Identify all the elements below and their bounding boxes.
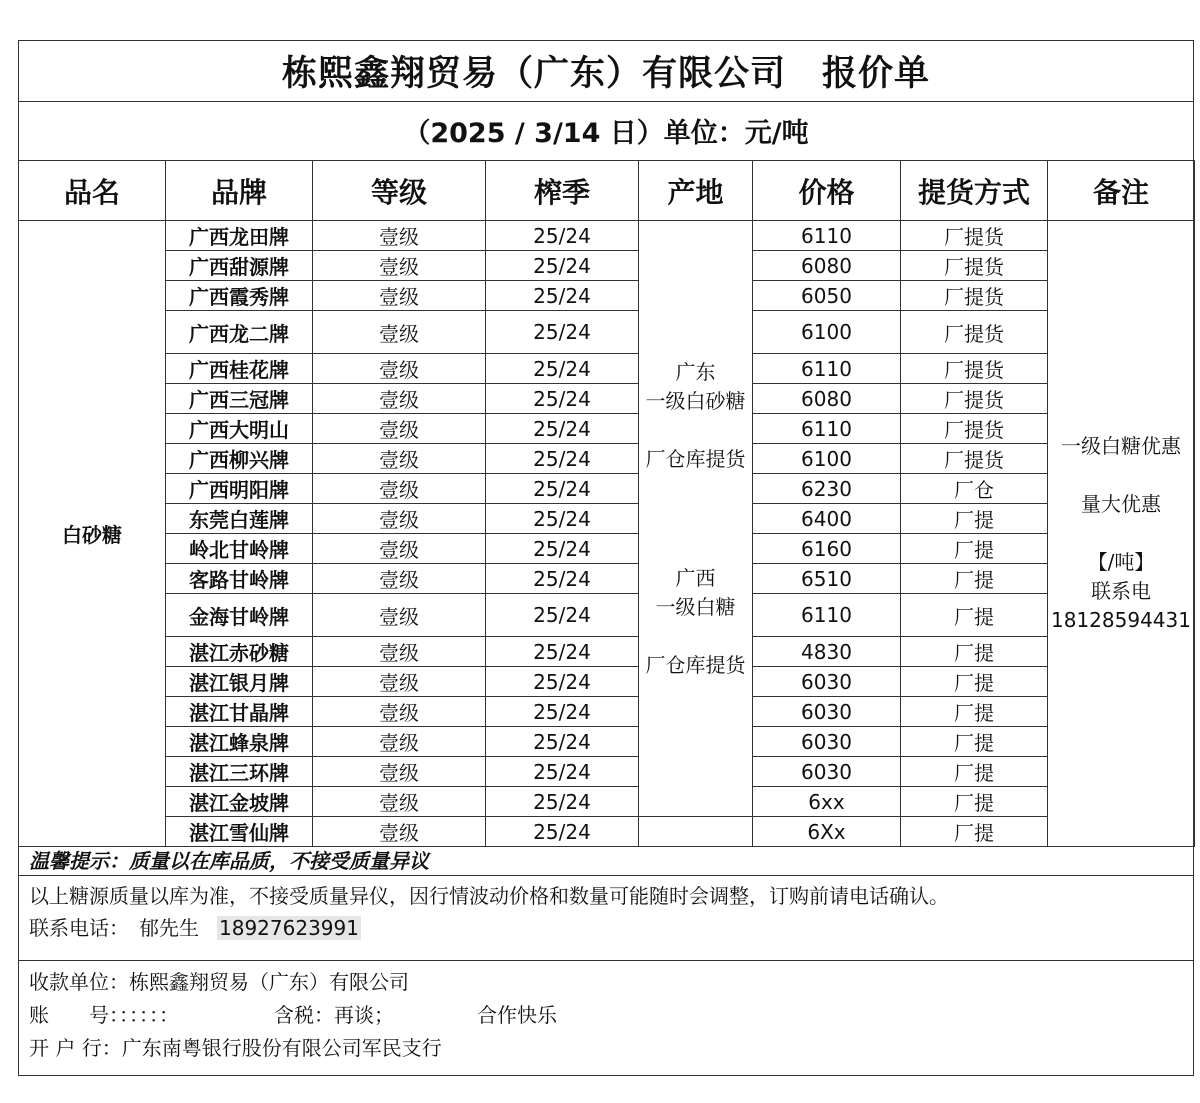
price-cell: 6100 xyxy=(753,311,901,354)
brand-cell: 广西霞秀牌 xyxy=(166,281,313,311)
origin-empty-cell xyxy=(639,817,753,847)
delivery-cell: 厂提 xyxy=(901,697,1048,727)
delivery-cell: 厂提货 xyxy=(901,251,1048,281)
origin-gx-line2: 一级白糖 xyxy=(655,594,736,619)
tax-note: 含税：再谈； xyxy=(274,1003,394,1027)
table-row xyxy=(19,221,1195,251)
grade-cell: 壹级 xyxy=(313,534,486,564)
delivery-cell: 厂提 xyxy=(901,667,1048,697)
season-cell: 25/24 xyxy=(486,817,639,847)
slogan: 合作快乐 xyxy=(477,1003,557,1027)
grade-cell: 壹级 xyxy=(313,384,486,414)
season-cell: 25/24 xyxy=(486,384,639,414)
grade-cell: 壹级 xyxy=(313,787,486,817)
contact-label: 联系电话： 郁先生 xyxy=(29,916,199,940)
table-row xyxy=(19,354,1195,384)
brand-cell: 广西甜源牌 xyxy=(166,251,313,281)
grade-cell: 壹级 xyxy=(313,221,486,251)
brand-cell: 东莞白莲牌 xyxy=(166,504,313,534)
grade-cell: 壹级 xyxy=(313,697,486,727)
delivery-cell: 厂提 xyxy=(901,504,1048,534)
price-cell: 6030 xyxy=(753,727,901,757)
table-row xyxy=(19,384,1195,414)
table-row xyxy=(19,697,1195,727)
table-row xyxy=(19,757,1195,787)
brand-cell: 湛江蜂泉牌 xyxy=(166,727,313,757)
brand-cell: 湛江银月牌 xyxy=(166,667,313,697)
season-cell: 25/24 xyxy=(486,444,639,474)
grade-cell: 壹级 xyxy=(313,564,486,594)
grade-cell: 壹级 xyxy=(313,637,486,667)
table-row xyxy=(19,594,1195,637)
table-header-row xyxy=(19,161,1195,221)
brand-cell: 湛江雪仙牌 xyxy=(166,817,313,847)
header-grade: 等级 xyxy=(313,161,486,221)
origin-gd-line3: 厂仓库提货 xyxy=(645,446,746,471)
origin-gx-line1: 广西 xyxy=(675,565,716,590)
delivery-cell: 厂提 xyxy=(901,564,1048,594)
brand-cell: 客路甘岭牌 xyxy=(166,564,313,594)
table-row xyxy=(19,534,1195,564)
table-row xyxy=(19,564,1195,594)
price-cell: 6160 xyxy=(753,534,901,564)
delivery-cell: 厂提 xyxy=(901,787,1048,817)
delivery-cell: 厂提货 xyxy=(901,281,1048,311)
origin-gx-line3: 厂仓库提货 xyxy=(645,652,746,677)
price-cell: 6100 xyxy=(753,444,901,474)
header-product: 品名 xyxy=(19,161,166,221)
price-cell: 4830 xyxy=(753,637,901,667)
delivery-cell: 厂仓 xyxy=(901,474,1048,504)
contact-phone: 18927623991 xyxy=(219,916,359,940)
header-remark: 备注 xyxy=(1048,161,1195,221)
season-cell: 25/24 xyxy=(486,757,639,787)
origin-guangdong xyxy=(644,358,748,474)
bank-section xyxy=(19,961,1193,1075)
header-season: 榨季 xyxy=(486,161,639,221)
origin-cell xyxy=(639,221,753,817)
brand-cell: 广西明阳牌 xyxy=(166,474,313,504)
header-delivery: 提货方式 xyxy=(901,161,1048,221)
grade-cell: 壹级 xyxy=(313,474,486,504)
delivery-cell: 厂提 xyxy=(901,594,1048,637)
price-cell: 6030 xyxy=(753,697,901,727)
season-cell: 25/24 xyxy=(486,697,639,727)
table-row xyxy=(19,727,1195,757)
grade-cell: 壹级 xyxy=(313,504,486,534)
price-cell: 6030 xyxy=(753,667,901,697)
remark-phone: 18128594431 xyxy=(1051,608,1191,632)
disclaimer-text: 以上糖源质量以库为准，不接受质量异仪，因行情波动价格和数量可能随时会调整，订购前请电话确认。 xyxy=(29,884,949,908)
origin-guangxi xyxy=(644,564,748,680)
grade-cell: 壹级 xyxy=(313,727,486,757)
grade-cell: 壹级 xyxy=(313,444,486,474)
delivery-cell: 厂提 xyxy=(901,757,1048,787)
payee-line: 收款单位：栋熙鑫翔贸易（广东）有限公司 xyxy=(29,970,409,994)
season-cell: 25/24 xyxy=(486,221,639,251)
season-cell: 25/24 xyxy=(486,311,639,354)
price-cell: 6080 xyxy=(753,384,901,414)
grade-cell: 壹级 xyxy=(313,817,486,847)
header-origin: 产地 xyxy=(639,161,753,221)
season-cell: 25/24 xyxy=(486,251,639,281)
remark-line4: 联系电 xyxy=(1091,579,1151,603)
grade-cell: 壹级 xyxy=(313,414,486,444)
brand-cell: 湛江甘晶牌 xyxy=(166,697,313,727)
table-row xyxy=(19,414,1195,444)
contact-line xyxy=(29,912,1183,944)
category-cell: 白砂糖 xyxy=(19,221,166,847)
season-cell: 25/24 xyxy=(486,667,639,697)
season-cell: 25/24 xyxy=(486,534,639,564)
grade-cell: 壹级 xyxy=(313,311,486,354)
season-cell: 25/24 xyxy=(486,787,639,817)
season-cell: 25/24 xyxy=(486,637,639,667)
delivery-cell: 厂提 xyxy=(901,534,1048,564)
price-cell: 6080 xyxy=(753,251,901,281)
price-cell: 6400 xyxy=(753,504,901,534)
season-cell: 25/24 xyxy=(486,504,639,534)
price-cell: 6510 xyxy=(753,564,901,594)
season-cell: 25/24 xyxy=(486,354,639,384)
remark-line2: 量大优惠 xyxy=(1081,492,1161,516)
table-row xyxy=(19,637,1195,667)
brand-cell: 广西龙二牌 xyxy=(166,311,313,354)
notice-banner: 温馨提示：质量以在库品质，不接受质量异议 xyxy=(19,846,1193,876)
delivery-cell: 厂提货 xyxy=(901,444,1048,474)
grade-cell: 壹级 xyxy=(313,281,486,311)
delivery-cell: 厂提 xyxy=(901,727,1048,757)
season-cell: 25/24 xyxy=(486,594,639,637)
price-table xyxy=(18,160,1195,847)
page-subtitle: （2025 / 3/14 日）单位：元/吨 xyxy=(19,101,1193,161)
brand-cell: 广西大明山 xyxy=(166,414,313,444)
delivery-cell: 厂提货 xyxy=(901,384,1048,414)
brand-cell: 广西三冠牌 xyxy=(166,384,313,414)
header-price: 价格 xyxy=(753,161,901,221)
delivery-cell: 厂提货 xyxy=(901,311,1048,354)
table-row xyxy=(19,504,1195,534)
brand-cell: 湛江赤砂糖 xyxy=(166,637,313,667)
brand-cell: 湛江三环牌 xyxy=(166,757,313,787)
table-row xyxy=(19,311,1195,354)
bank-name-line: 开 户 行：广东南粤银行股份有限公司军民支行 xyxy=(29,1036,442,1060)
table-row xyxy=(19,281,1195,311)
quote-sheet xyxy=(18,40,1194,1076)
account-label: 账 号：：：：：： xyxy=(29,1003,179,1027)
price-cell: 6050 xyxy=(753,281,901,311)
table-row xyxy=(19,251,1195,281)
brand-cell: 岭北甘岭牌 xyxy=(166,534,313,564)
header-brand: 品牌 xyxy=(166,161,313,221)
table-row xyxy=(19,787,1195,817)
brand-cell: 湛江金坡牌 xyxy=(166,787,313,817)
table-row xyxy=(19,817,1195,847)
remark-line3: 【/吨】 xyxy=(1087,550,1155,574)
season-cell: 25/24 xyxy=(486,414,639,444)
brand-cell: 广西龙田牌 xyxy=(166,221,313,251)
price-cell: 6110 xyxy=(753,354,901,384)
season-cell: 25/24 xyxy=(486,727,639,757)
origin-gd-line2: 一级白砂糖 xyxy=(645,388,746,413)
price-cell: 6110 xyxy=(753,594,901,637)
price-cell: 6xx xyxy=(753,787,901,817)
price-cell: 6110 xyxy=(753,414,901,444)
grade-cell: 壹级 xyxy=(313,251,486,281)
origin-gd-line1: 广东 xyxy=(675,359,716,384)
account-line xyxy=(29,999,1183,1032)
delivery-cell: 厂提货 xyxy=(901,221,1048,251)
season-cell: 25/24 xyxy=(486,564,639,594)
cropped-header-fragment xyxy=(395,0,835,8)
remark-line1: 一级白糖优惠 xyxy=(1061,434,1181,458)
grade-cell: 壹级 xyxy=(313,667,486,697)
grade-cell: 壹级 xyxy=(313,757,486,787)
brand-cell: 广西桂花牌 xyxy=(166,354,313,384)
delivery-cell: 厂提货 xyxy=(901,414,1048,444)
delivery-cell: 厂提 xyxy=(901,817,1048,847)
price-cell: 6230 xyxy=(753,474,901,504)
table-row xyxy=(19,667,1195,697)
delivery-cell: 厂提 xyxy=(901,637,1048,667)
season-cell: 25/24 xyxy=(486,281,639,311)
price-cell: 6110 xyxy=(753,221,901,251)
info-section xyxy=(19,876,1193,961)
price-cell: 6030 xyxy=(753,757,901,787)
remark-cell xyxy=(1048,221,1195,847)
table-row xyxy=(19,444,1195,474)
grade-cell: 壹级 xyxy=(313,594,486,637)
brand-cell: 金海甘岭牌 xyxy=(166,594,313,637)
price-cell: 6Xx xyxy=(753,817,901,847)
page-title: 栋熙鑫翔贸易（广东）有限公司 报价单 xyxy=(19,41,1193,102)
grade-cell: 壹级 xyxy=(313,354,486,384)
season-cell: 25/24 xyxy=(486,474,639,504)
delivery-cell: 厂提货 xyxy=(901,354,1048,384)
brand-cell: 广西柳兴牌 xyxy=(166,444,313,474)
table-row xyxy=(19,474,1195,504)
